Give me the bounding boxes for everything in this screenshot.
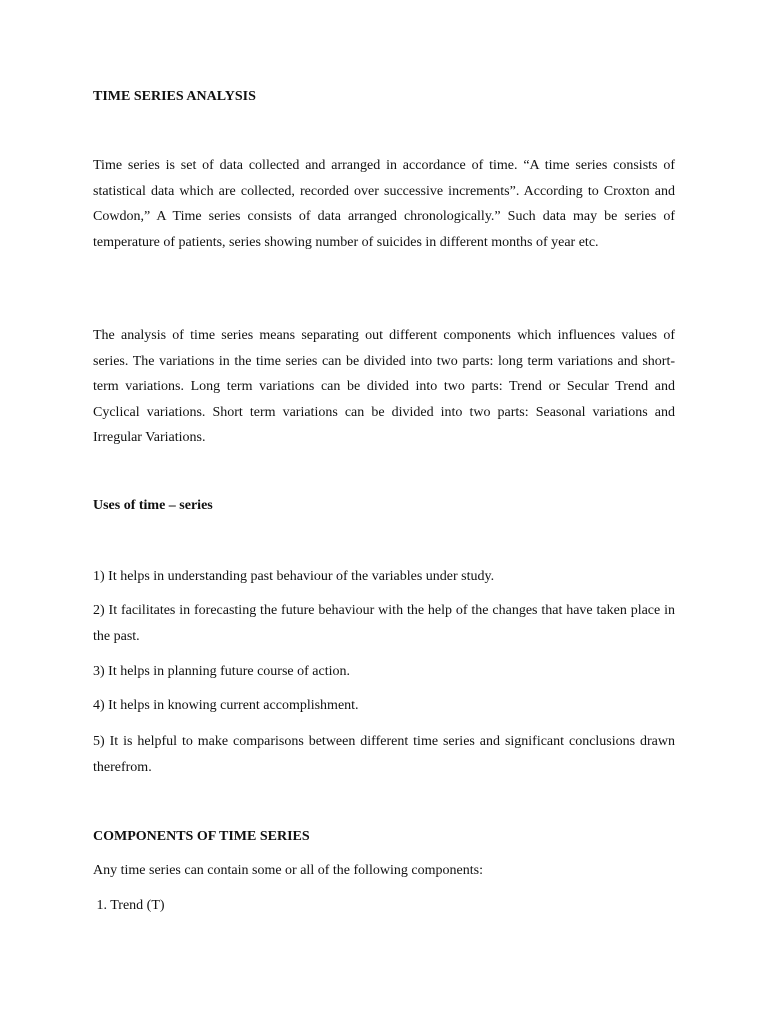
document-title: TIME SERIES ANALYSIS xyxy=(93,89,256,104)
uses-heading: Uses of time – series xyxy=(93,498,213,513)
intro-paragraph: Time series is set of data collected and arranged in accordance of time. “A time series consists of statistical data which are collected, recorded over successive increments”. According to Croxton and Cowdon,” A Time series consists of data arranged chronologically.” Such data may be series of temperature of patients, series showing number of suicides in different months of year etc. xyxy=(93,158,675,250)
analysis-paragraph: The analysis of time series means separating out different components which influences values of series. The variations in the time series can be divided into two parts: long term variations and short-term variations. Long term variations can be divided into two parts: Trend or Secular Trend and Cyclical variations. Short term variations can be divided into two parts: Seasonal variations and Irregular Variations. xyxy=(93,328,675,445)
component-item-trend: 1. Trend (T) xyxy=(93,898,165,913)
uses-item-3: 3) It helps in planning future course of action. xyxy=(93,664,350,679)
uses-item-1: 1) It helps in understanding past behaviour of the variables under study. xyxy=(93,569,495,584)
components-intro: Any time series can contain some or all of the following components: xyxy=(93,863,483,878)
uses-item-2: 2) It facilitates in forecasting the future behaviour with the help of the changes that have taken place in the past. xyxy=(93,603,675,644)
uses-item-5: 5) It is helpful to make comparisons between different time series and significant conclusions drawn therefrom. xyxy=(93,734,675,775)
components-heading: COMPONENTS OF TIME SERIES xyxy=(93,829,310,844)
uses-item-4: 4) It helps in knowing current accomplishment. xyxy=(93,698,359,713)
